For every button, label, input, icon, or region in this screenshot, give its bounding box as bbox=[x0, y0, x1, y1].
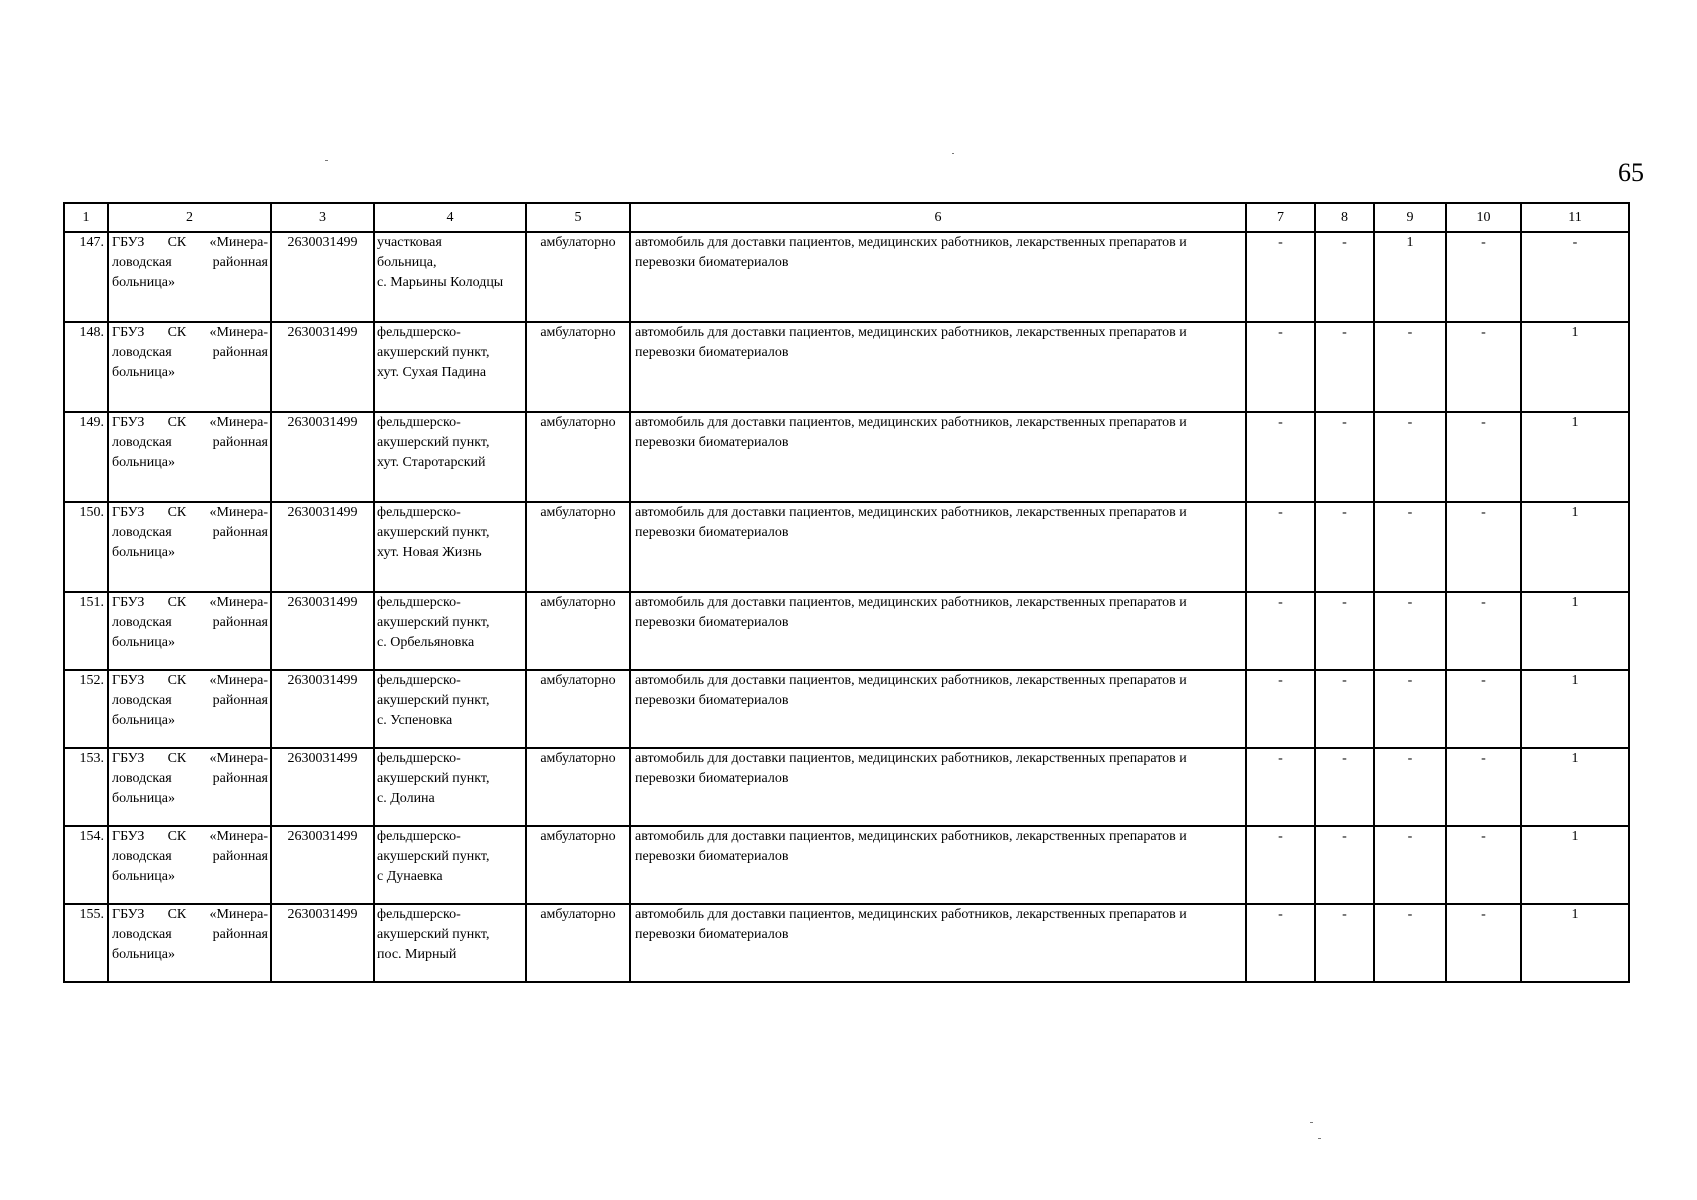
facility-line: участковая bbox=[377, 235, 442, 250]
facility-line: с Дунаевка bbox=[377, 869, 443, 884]
organization-text: СК bbox=[167, 907, 187, 922]
care-mode-cell: амбулаторно bbox=[526, 904, 630, 982]
organization-text: больница» bbox=[112, 545, 175, 560]
facility-cell bbox=[374, 748, 526, 826]
table-row bbox=[64, 502, 1629, 592]
organization-text: «Минера- bbox=[209, 325, 268, 340]
facility-line: хут. Старотарский bbox=[377, 455, 486, 470]
table-row bbox=[64, 322, 1629, 412]
organization-cell bbox=[108, 592, 271, 670]
value-cell-11: 1 bbox=[1521, 826, 1629, 904]
facility-line: пос. Мирный bbox=[377, 947, 457, 962]
organization-text: районная bbox=[212, 525, 268, 540]
organization-cell bbox=[108, 232, 271, 322]
value-cell-9: - bbox=[1374, 670, 1446, 748]
organization-text: ГБУЗ bbox=[112, 505, 145, 520]
care-mode-cell: амбулаторно bbox=[526, 322, 630, 412]
row-number: 147. bbox=[64, 232, 108, 322]
vehicle-description-cell: автомобиль для доставки пациентов, медицинских работников, лекарственных препаратов и перевозки биоматериалов bbox=[630, 592, 1246, 670]
value-cell-10: - bbox=[1446, 826, 1521, 904]
organization-text: «Минера- bbox=[209, 673, 268, 688]
organization-cell bbox=[108, 904, 271, 982]
facility-line: фельдшерско- bbox=[377, 751, 461, 766]
scan-speck bbox=[952, 153, 954, 154]
organization-text: больница» bbox=[112, 947, 175, 962]
organization-text: ГБУЗ bbox=[112, 907, 145, 922]
scan-speck bbox=[1310, 1122, 1313, 1123]
organization-text: «Минера- bbox=[209, 235, 268, 250]
row-number: 149. bbox=[64, 412, 108, 502]
facility-line: с. Успеновка bbox=[377, 713, 453, 728]
inn-cell: 2630031499 bbox=[271, 826, 374, 904]
column-header: 5 bbox=[526, 203, 630, 232]
value-cell-11: - bbox=[1521, 232, 1629, 322]
organization-text: «Минера- bbox=[209, 505, 268, 520]
inn-cell: 2630031499 bbox=[271, 904, 374, 982]
care-mode-cell: амбулаторно bbox=[526, 826, 630, 904]
value-cell-8: - bbox=[1315, 502, 1374, 592]
inn-cell: 2630031499 bbox=[271, 670, 374, 748]
organization-text: ГБУЗ bbox=[112, 673, 145, 688]
facility-cell bbox=[374, 592, 526, 670]
vehicle-description-cell: автомобиль для доставки пациентов, медицинских работников, лекарственных препаратов и перевозки биоматериалов bbox=[630, 412, 1246, 502]
value-cell-8: - bbox=[1315, 322, 1374, 412]
vehicle-description-cell: автомобиль для доставки пациентов, медицинских работников, лекарственных препаратов и перевозки биоматериалов bbox=[630, 826, 1246, 904]
facility-line: акушерский пункт, bbox=[377, 927, 490, 942]
facility-cell bbox=[374, 322, 526, 412]
organization-text: СК bbox=[167, 751, 187, 766]
value-cell-11: 1 bbox=[1521, 322, 1629, 412]
care-mode-cell: амбулаторно bbox=[526, 670, 630, 748]
facility-cell bbox=[374, 826, 526, 904]
organization-text: ГБУЗ bbox=[112, 829, 145, 844]
organization-text: больница» bbox=[112, 713, 175, 728]
value-cell-7: - bbox=[1246, 502, 1315, 592]
organization-cell bbox=[108, 826, 271, 904]
organization-text: «Минера- bbox=[209, 595, 268, 610]
table-row bbox=[64, 412, 1629, 502]
row-number: 151. bbox=[64, 592, 108, 670]
organization-text: СК bbox=[167, 235, 187, 250]
value-cell-8: - bbox=[1315, 670, 1374, 748]
column-header: 11 bbox=[1521, 203, 1629, 232]
value-cell-7: - bbox=[1246, 826, 1315, 904]
facility-line: хут. Новая Жизнь bbox=[377, 545, 482, 560]
care-mode-cell: амбулаторно bbox=[526, 412, 630, 502]
value-cell-11: 1 bbox=[1521, 412, 1629, 502]
value-cell-8: - bbox=[1315, 748, 1374, 826]
value-cell-9: - bbox=[1374, 502, 1446, 592]
column-header: 3 bbox=[271, 203, 374, 232]
facility-line: больница, bbox=[377, 255, 437, 270]
facility-line: фельдшерско- bbox=[377, 829, 461, 844]
organization-text: СК bbox=[167, 829, 187, 844]
value-cell-7: - bbox=[1246, 670, 1315, 748]
facility-line: хут. Сухая Падина bbox=[377, 365, 487, 380]
value-cell-9: - bbox=[1374, 826, 1446, 904]
facility-line: акушерский пункт, bbox=[377, 615, 490, 630]
facility-line: фельдшерско- bbox=[377, 673, 461, 688]
column-header: 10 bbox=[1446, 203, 1521, 232]
column-header: 4 bbox=[374, 203, 526, 232]
value-cell-10: - bbox=[1446, 592, 1521, 670]
row-number: 150. bbox=[64, 502, 108, 592]
value-cell-7: - bbox=[1246, 748, 1315, 826]
organization-cell bbox=[108, 412, 271, 502]
facility-cell bbox=[374, 502, 526, 592]
inn-cell: 2630031499 bbox=[271, 502, 374, 592]
value-cell-9: - bbox=[1374, 904, 1446, 982]
organization-text: ловодская bbox=[112, 927, 172, 942]
inn-cell: 2630031499 bbox=[271, 412, 374, 502]
facility-cell bbox=[374, 904, 526, 982]
inn-cell: 2630031499 bbox=[271, 592, 374, 670]
value-cell-9: - bbox=[1374, 748, 1446, 826]
document-table bbox=[63, 202, 1630, 983]
organization-text: больница» bbox=[112, 365, 175, 380]
organization-text: ловодская bbox=[112, 525, 172, 540]
row-number: 148. bbox=[64, 322, 108, 412]
organization-text: ловодская bbox=[112, 771, 172, 786]
organization-text: районная bbox=[212, 615, 268, 630]
table-row bbox=[64, 904, 1629, 982]
value-cell-7: - bbox=[1246, 904, 1315, 982]
facility-line: с. Долина bbox=[377, 791, 435, 806]
column-header: 9 bbox=[1374, 203, 1446, 232]
inn-cell: 2630031499 bbox=[271, 232, 374, 322]
value-cell-8: - bbox=[1315, 592, 1374, 670]
care-mode-cell: амбулаторно bbox=[526, 502, 630, 592]
organization-text: СК bbox=[167, 505, 187, 520]
organization-text: районная bbox=[212, 255, 268, 270]
care-mode-cell: амбулаторно bbox=[526, 592, 630, 670]
organization-text: СК bbox=[167, 325, 187, 340]
facility-line: акушерский пункт, bbox=[377, 345, 490, 360]
organization-cell bbox=[108, 670, 271, 748]
value-cell-9: 1 bbox=[1374, 232, 1446, 322]
vehicle-description-cell: автомобиль для доставки пациентов, медицинских работников, лекарственных препаратов и перевозки биоматериалов bbox=[630, 322, 1246, 412]
facility-line: акушерский пункт, bbox=[377, 693, 490, 708]
value-cell-8: - bbox=[1315, 232, 1374, 322]
value-cell-7: - bbox=[1246, 322, 1315, 412]
organization-text: районная bbox=[212, 345, 268, 360]
table-row bbox=[64, 748, 1629, 826]
organization-text: СК bbox=[167, 595, 187, 610]
organization-text: ловодская bbox=[112, 255, 172, 270]
organization-text: районная bbox=[212, 771, 268, 786]
facility-line: фельдшерско- bbox=[377, 505, 461, 520]
value-cell-9: - bbox=[1374, 592, 1446, 670]
care-mode-cell: амбулаторно bbox=[526, 232, 630, 322]
value-cell-11: 1 bbox=[1521, 502, 1629, 592]
row-number: 153. bbox=[64, 748, 108, 826]
value-cell-10: - bbox=[1446, 412, 1521, 502]
header-row bbox=[64, 203, 1629, 232]
organization-text: ловодская bbox=[112, 345, 172, 360]
organization-text: районная bbox=[212, 849, 268, 864]
organization-text: «Минера- bbox=[209, 907, 268, 922]
organization-text: больница» bbox=[112, 275, 175, 290]
vehicle-description-cell: автомобиль для доставки пациентов, медицинских работников, лекарственных препаратов и перевозки биоматериалов bbox=[630, 232, 1246, 322]
organization-text: больница» bbox=[112, 869, 175, 884]
organization-text: ГБУЗ bbox=[112, 595, 145, 610]
organization-text: ГБУЗ bbox=[112, 751, 145, 766]
facility-line: акушерский пункт, bbox=[377, 435, 490, 450]
value-cell-10: - bbox=[1446, 232, 1521, 322]
organization-cell bbox=[108, 748, 271, 826]
value-cell-10: - bbox=[1446, 904, 1521, 982]
value-cell-11: 1 bbox=[1521, 904, 1629, 982]
value-cell-8: - bbox=[1315, 412, 1374, 502]
value-cell-9: - bbox=[1374, 322, 1446, 412]
column-header: 2 bbox=[108, 203, 271, 232]
table-row bbox=[64, 232, 1629, 322]
organization-text: ловодская bbox=[112, 693, 172, 708]
organization-cell bbox=[108, 502, 271, 592]
organization-text: больница» bbox=[112, 791, 175, 806]
facility-line: с. Орбельяновка bbox=[377, 635, 475, 650]
facility-line: акушерский пункт, bbox=[377, 525, 490, 540]
organization-text: «Минера- bbox=[209, 415, 268, 430]
facility-line: фельдшерско- bbox=[377, 325, 461, 340]
organization-text: ГБУЗ bbox=[112, 415, 145, 430]
organization-text: районная bbox=[212, 927, 268, 942]
row-number: 154. bbox=[64, 826, 108, 904]
facility-cell bbox=[374, 670, 526, 748]
vehicle-description-cell: автомобиль для доставки пациентов, медицинских работников, лекарственных препаратов и перевозки биоматериалов bbox=[630, 748, 1246, 826]
organization-text: СК bbox=[167, 415, 187, 430]
scan-speck bbox=[325, 160, 328, 161]
care-mode-cell: амбулаторно bbox=[526, 748, 630, 826]
page-number: 65 bbox=[1618, 158, 1644, 187]
organization-text: больница» bbox=[112, 635, 175, 650]
value-cell-8: - bbox=[1315, 826, 1374, 904]
vehicle-description-cell: автомобиль для доставки пациентов, медицинских работников, лекарственных препаратов и перевозки биоматериалов bbox=[630, 904, 1246, 982]
row-number: 155. bbox=[64, 904, 108, 982]
vehicle-description-cell: автомобиль для доставки пациентов, медицинских работников, лекарственных препаратов и перевозки биоматериалов bbox=[630, 502, 1246, 592]
organization-cell bbox=[108, 322, 271, 412]
facility-line: фельдшерско- bbox=[377, 907, 461, 922]
table-row bbox=[64, 826, 1629, 904]
organization-text: «Минера- bbox=[209, 829, 268, 844]
facility-line: фельдшерско- bbox=[377, 415, 461, 430]
column-header: 1 bbox=[64, 203, 108, 232]
value-cell-7: - bbox=[1246, 412, 1315, 502]
organization-text: «Минера- bbox=[209, 751, 268, 766]
organization-text: СК bbox=[167, 673, 187, 688]
organization-text: больница» bbox=[112, 455, 175, 470]
value-cell-11: 1 bbox=[1521, 748, 1629, 826]
column-header: 6 bbox=[630, 203, 1246, 232]
organization-text: районная bbox=[212, 693, 268, 708]
value-cell-10: - bbox=[1446, 748, 1521, 826]
vehicle-description-cell: автомобиль для доставки пациентов, медицинских работников, лекарственных препаратов и перевозки биоматериалов bbox=[630, 670, 1246, 748]
column-header: 7 bbox=[1246, 203, 1315, 232]
facility-line: с. Марьины Колодцы bbox=[377, 275, 504, 290]
table-row bbox=[64, 670, 1629, 748]
value-cell-10: - bbox=[1446, 670, 1521, 748]
facility-line: фельдшерско- bbox=[377, 595, 461, 610]
value-cell-10: - bbox=[1446, 322, 1521, 412]
table-row bbox=[64, 592, 1629, 670]
organization-text: ГБУЗ bbox=[112, 235, 145, 250]
facility-line: акушерский пункт, bbox=[377, 849, 490, 864]
facility-cell bbox=[374, 412, 526, 502]
organization-text: ловодская bbox=[112, 435, 172, 450]
organization-text: ловодская bbox=[112, 849, 172, 864]
value-cell-7: - bbox=[1246, 232, 1315, 322]
value-cell-11: 1 bbox=[1521, 670, 1629, 748]
value-cell-9: - bbox=[1374, 412, 1446, 502]
value-cell-7: - bbox=[1246, 592, 1315, 670]
inn-cell: 2630031499 bbox=[271, 748, 374, 826]
inn-cell: 2630031499 bbox=[271, 322, 374, 412]
organization-text: ГБУЗ bbox=[112, 325, 145, 340]
value-cell-10: - bbox=[1446, 502, 1521, 592]
organization-text: ловодская bbox=[112, 615, 172, 630]
scan-speck bbox=[1318, 1138, 1321, 1139]
value-cell-8: - bbox=[1315, 904, 1374, 982]
facility-line: акушерский пункт, bbox=[377, 771, 490, 786]
row-number: 152. bbox=[64, 670, 108, 748]
facility-cell bbox=[374, 232, 526, 322]
organization-text: районная bbox=[212, 435, 268, 450]
value-cell-11: 1 bbox=[1521, 592, 1629, 670]
column-header: 8 bbox=[1315, 203, 1374, 232]
